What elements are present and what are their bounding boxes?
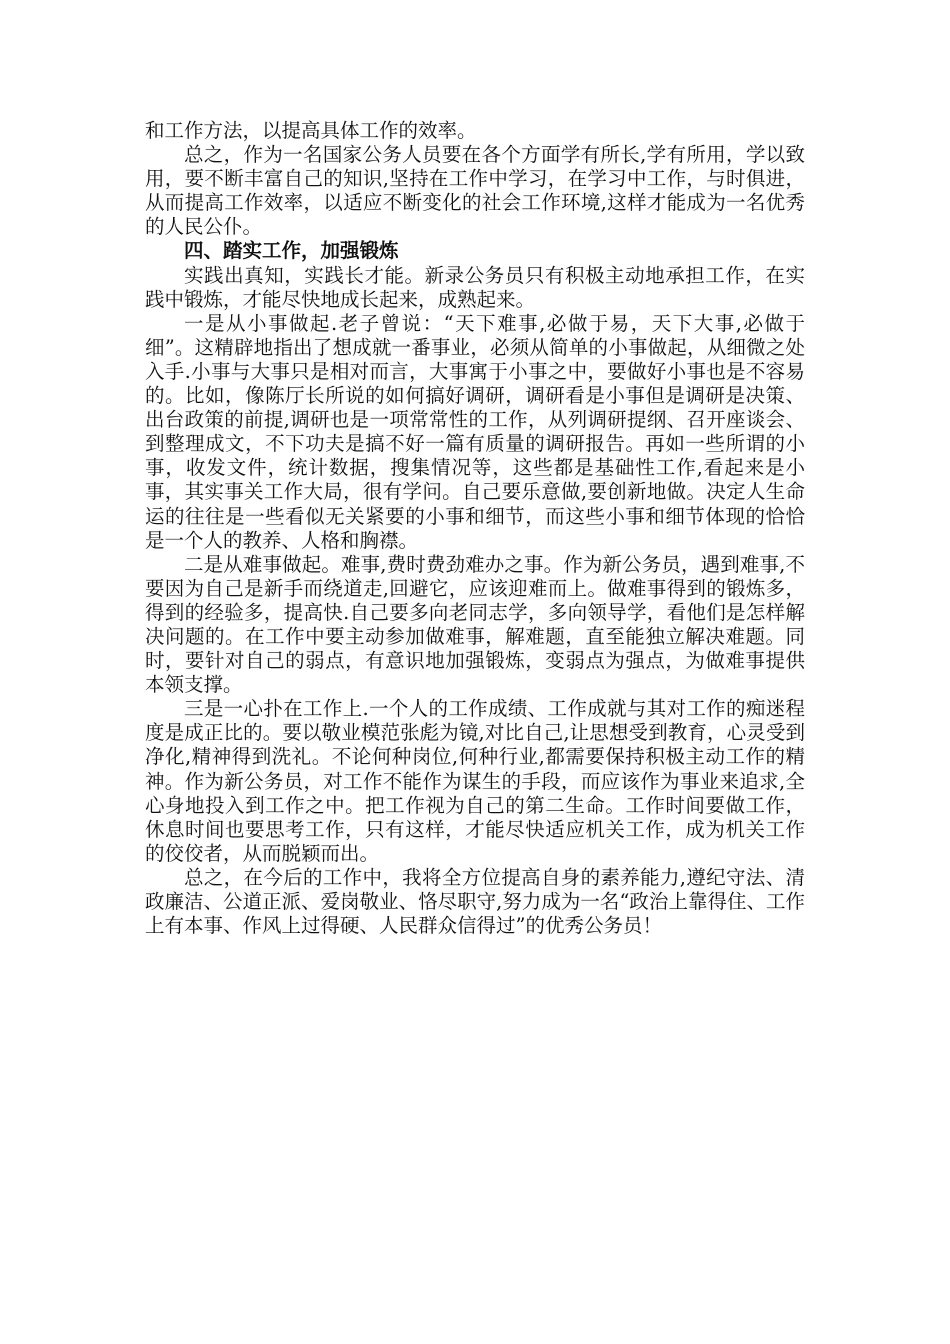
paragraph-small-things: 一是从小事做起.老子曾说：“天下难事,必做于易，天下大事,必做于细”。这精辟地指出了想成就一番事业，必须从简单的小事做起，从细微之处入手.小事与大事只是相对而言，大事寓于小事之中，要做好小事也是不容易的。比如，像陈厅长所说的如何搞好调研，调研看是小事但是调研是决策、出台政策的前提,调研也是一项常常性的工作，从列调研提纲、召开座谈会、到整理成文，不下功夫是搞不好一篇有质量的调研报告。再如一些所谓的小事，收发文件，统计数据，搜集情况等，这些都是基础性工作,看起来是小事，其实事关工作大局，很有学问。自己要乐意做,要创新地做。决定人生命运的往往是一些看似无关紧要的小事和细节，而这些小事和细节体现的恰恰是一个人的教养、人格和胸襟。 — [145, 311, 805, 552]
paragraph-continuation: 和工作方法，以提高具体工作的效率。 — [145, 119, 477, 142]
paragraph-summary-1: 总之，作为一名国家公务人员要在各个方面学有所长,学有所用，学以致用，要不断丰富自己的知识,坚持在工作中学习，在学习中工作，与时俱进，从而提高工作效率，以适应不断变化的社会工作环境,这样才能成为一名优秀的人民公仆。 — [145, 143, 805, 239]
section-heading: 四、踏实工作，加强锻炼 — [184, 239, 399, 263]
paragraph-difficult-things: 二是从难事做起。难事,费时费劲难办之事。作为新公务员，遇到难事,不要因为自己是新手而绕道走,回避它，应该迎难而上。做难事得到的锻炼多，得到的经验多，提高快.自己要多向老同志学，多向领导学，看他们是怎样解决问题的。在工作中要主动参加做难事，解难题，直至能独立解决难题。同时，要针对自己的弱点，有意识地加强锻炼，变弱点为强点，为做难事提供本领支撑。 — [145, 552, 805, 697]
document-page — [145, 119, 805, 938]
paragraph-practice-intro: 实践出真知，实践长才能。新录公务员只有积极主动地承担工作，在实践中锻炼，才能尽快地成长起来，成熟起来。 — [145, 263, 805, 311]
paragraph-conclusion: 总之，在今后的工作中，我将全方位提高自身的素养能力,遵纪守法、清政廉洁、公道正派、爱岗敬业、恪尽职守,努力成为一名“政治上靠得住、工作上有本事、作风上过得硬、人民群众信得过”的优秀公务员！ — [145, 865, 805, 938]
paragraph-dedication: 三是一心扑在工作上.一个人的工作成绩、工作成就与其对工作的痴迷程度是成正比的。要以敬业模范张彪为镜,对比自己,让思想受到教育，心灵受到净化,精神得到洗礼。不论何种岗位,何种行业,都需要保持积极主动工作的精神。作为新公务员，对工作不能作为谋生的手段，而应该作为事业来追求,全心身地投入到工作之中。把工作视为自己的第二生命。工作时间要做工作，休息时间也要思考工作，只有这样，才能尽快适应机关工作，成为机关工作的佼佼者，从而脱颖而出。 — [145, 697, 805, 865]
